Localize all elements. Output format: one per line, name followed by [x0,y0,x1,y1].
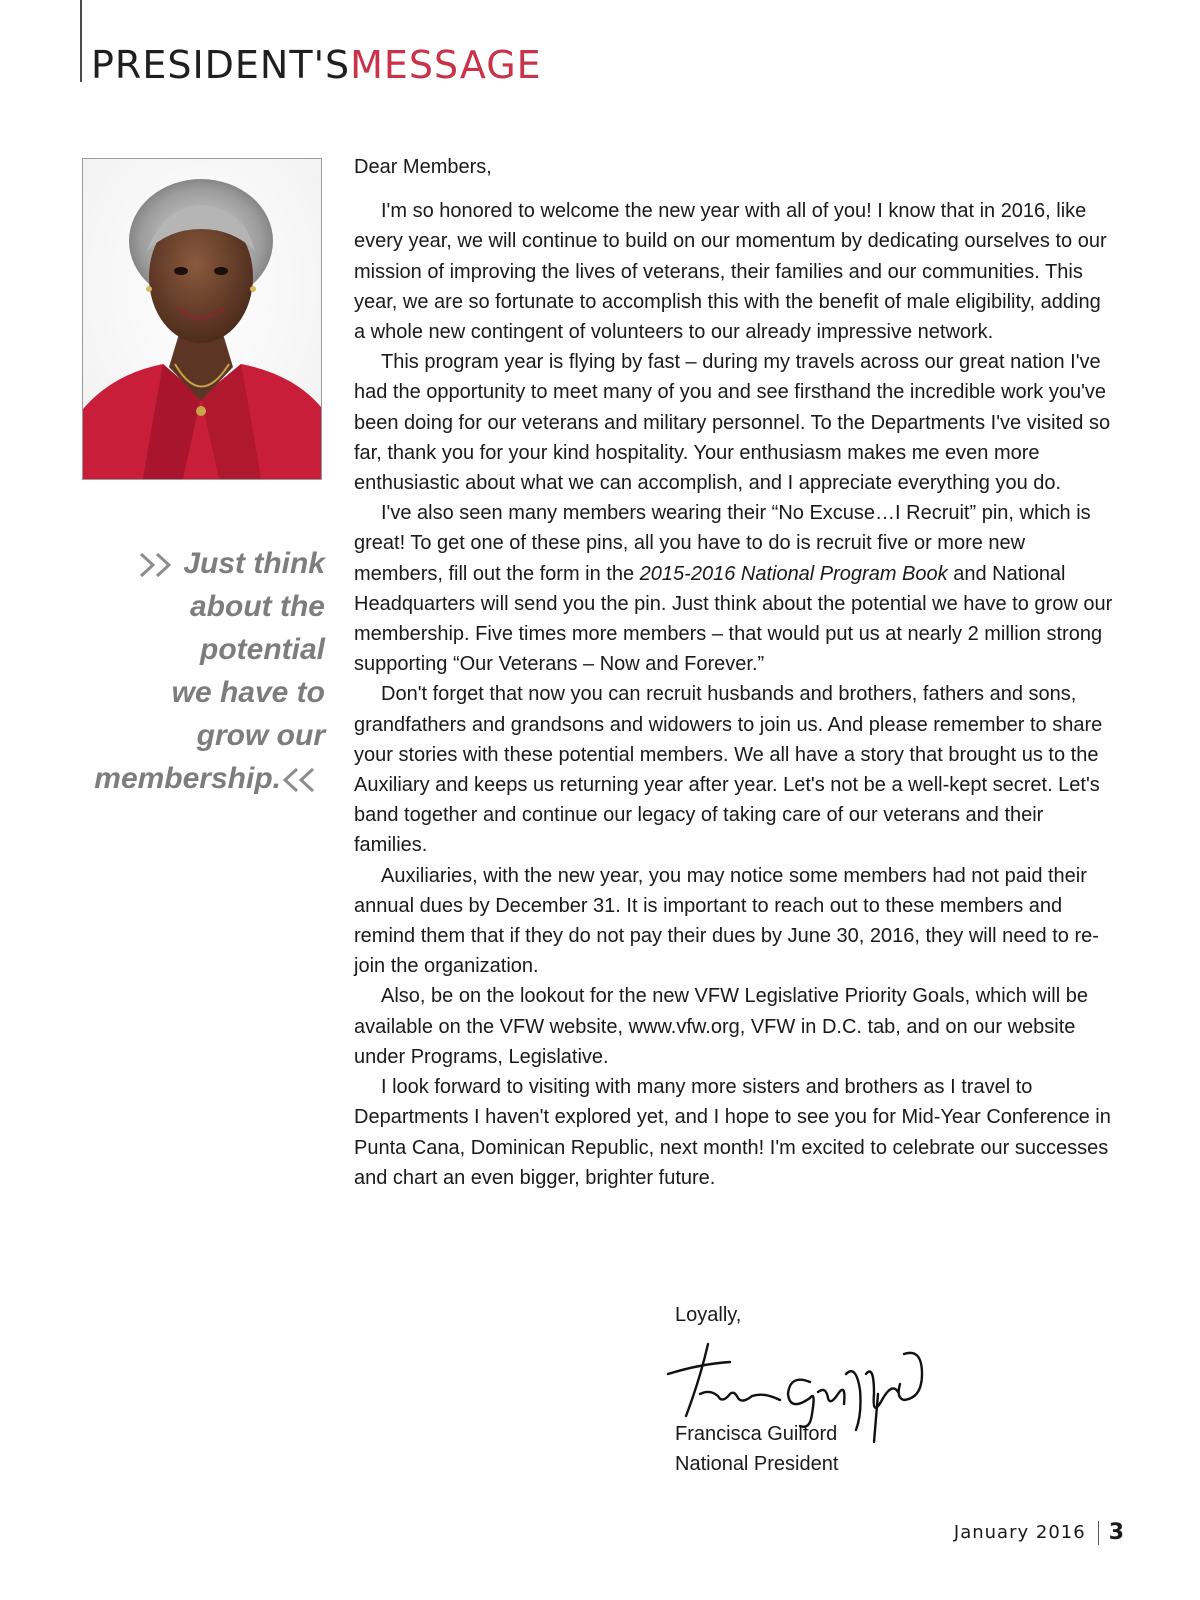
pull-quote-line-3: potential [200,633,325,666]
letter-paragraph-6: Also, be on the lookout for the new VFW Legislative Priority Goals, which will be available on the VFW website, www.vfw.org, VFW in D.C. tab, and on our website under Programs, Legislative. [354,985,1088,1068]
program-book-title: 2015-2016 National Program Book [639,562,948,585]
letter-paragraph-1: I'm so honored to welcome the new year with all of you! I know that in 2016, like every year, we will continue to build on our momentum by dedicating ourselves to our mission of improving the lives of veterans, their families and our communities. This year, we are so fortunate to accomplish this with the benefit of male eligibility, adding a whole new contingent of volunteers to our already impressive network. [354,200,1107,344]
pull-quote-line-2: about the [190,590,325,623]
signatory-block [675,1419,838,1479]
letter-paragraph-7: I look forward to visiting with many more sisters and brothers as I travel to Departments I haven't explored yet, and I hope to see you for Mid-Year Conference in Punta Cana, Dominican Republic, next month! I'm excited to celebrate our successes and chart an even bigger, brighter future. [354,1076,1111,1189]
portrait-photo-icon [83,159,321,479]
pull-quote-line-4: we have to [171,676,325,709]
pull-quote-line-6 [60,757,325,800]
pull-quote-line-5: grow our [196,719,325,752]
page-title [91,40,542,90]
pull-quote-text-6: membership. [94,762,281,795]
header-rule [80,0,82,82]
letter-body [354,152,1114,1193]
page-footer [954,1520,1124,1545]
pull-quote [60,542,325,800]
pull-quote-line-1 [60,542,325,585]
paragraph-3-part-a: I've also seen many members wearing their “No Excuse…I Recruit” pin, which is great! To get one of these pins, all you have to do is recruit five or more new members, fill out the form in the [354,502,1091,585]
double-chevron-right-icon [137,551,183,579]
title-part-message: MESSAGE [350,43,542,87]
letter-paragraph-4: Don't forget that now you can recruit husbands and brothers, fathers and sons, grandfathers and grandsons and widowers to join us. And please remember to share your stories with these potential members. We all have a story that brought us to the Auxiliary and keeps us returning year after year. Let's not be a well-kept secret. Let's band together and continue our legacy of taking care of our veterans and their families. [354,683,1103,857]
double-chevron-left-icon [281,766,325,794]
letter-paragraph-5: Auxiliaries, with the new year, you may notice some members had not paid their annual dues by December 31. It is important to reach out to these members and remind them that if they do not pay their dues by June 30, 2016, they will need to re-join the organization. [354,864,1099,978]
letter-paragraph-3 [354,498,1114,679]
paragraph-3-part-b: and National Headquarters will send you the pin. Just think about the potential we have to grow our membership. Five times more members – that would put us at nearly 2 million strong supporting “Our Veterans – Now and Forever.” [354,562,1113,676]
president-portrait-photo [82,158,322,480]
pull-quote-text-1: Just think [183,547,325,580]
title-part-presidents: PRESIDENT'S [91,43,351,87]
issue-date: January 2016 [953,1522,1086,1543]
signatory-role: National President [675,1453,839,1475]
letter-paragraph-2: This program year is flying by fast – during my travels across our great nation I've had the opportunity to meet many of you and see firsthand the incredible work you've been doing for our veterans and military personnel. To the Departments I've visited so far, thank you for your kind hospitality. Your enthusiasm makes me even more enthusiastic about what we can accomplish, and I appreciate everything you do. [354,351,1111,495]
signatory-name: Francisca Guilford [675,1423,838,1445]
letter-greeting: Dear Members, [354,156,492,178]
footer-divider [1098,1521,1099,1545]
letter-closing: Loyally, [675,1304,742,1326]
page-number: 3 [1108,1520,1124,1545]
